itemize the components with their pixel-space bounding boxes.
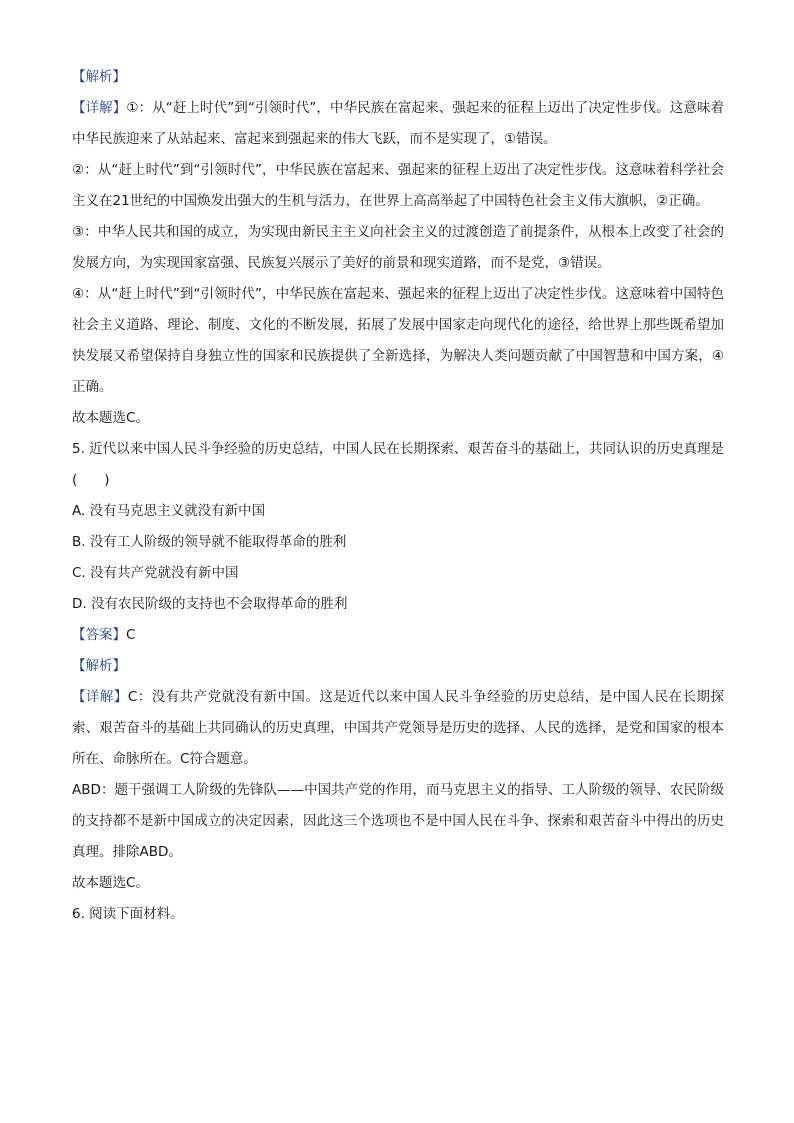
detail-text-2: C：没有共产党就没有新中国。这是近代以来中国人民斗争经验的历史总结，是中国人民在长期探索、艰苦奋斗的基础上共同确认的历史真理，中国共产党领导是历史的选择、人民的选择，是党和国家的根本所在、命脉所在。C符合题意。 [72, 689, 724, 767]
option-b: B. 没有工人阶级的领导就不能取得革命的胜利 [72, 534, 347, 550]
question-6-stem: 6. 阅读下面材料。 [72, 906, 184, 922]
analysis-heading [72, 62, 724, 93]
item-2-paragraph: ②：从“赶上时代”到“引领时代”，中华民族在富起来、强起来的征程上迈出了决定性步伐。这意味着科学社会主义在21世纪的中国焕发出强大的生机与活力，在世界上高高举起了中国特色社会主义伟大旗帜，②正确。 [72, 162, 724, 209]
detail-tag: 【详解】 [72, 100, 127, 116]
detail-text: ①：从“赶上时代”到“引领时代”，中华民族在富起来、强起来的征程上迈出了决定性步伐。这意味着中华民族迎来了从站起来、富起来到强起来的伟大飞跃，而不是实现了，①错误。 [72, 100, 725, 147]
abd-paragraph: ABD：题干强调工人阶级的先锋队——中国共产党的作用，而马克思主义的指导、工人阶级的领导、农民阶级的支持都不是新中国成立的决定因素，因此这三个选项也不是中国人民在斗争、探索和艰苦奋斗中得出的历史真理。排除ABD。 [72, 782, 724, 860]
answer-value: C [126, 627, 136, 643]
option-c: C. 没有共产党就没有新中国 [72, 565, 239, 581]
conclusion-1: 故本题选C。 [72, 410, 149, 426]
detail-tag-2: 【详解】 [72, 689, 128, 705]
answer-tag: 【答案】 [72, 627, 126, 643]
analysis-label-2: 【解析】 [72, 658, 126, 674]
detail-paragraph-2 [72, 682, 724, 775]
analysis-label: 【解析】 [72, 69, 126, 85]
analysis-heading-2 [72, 651, 724, 682]
conclusion-2: 故本题选C。 [72, 875, 149, 891]
question-5-stem: 5. 近代以来中国人民斗争经验的历史总结，中国人民在长期探索、艰苦奋斗的基础上，共同认识的历史真理是( ) [72, 441, 724, 488]
detail-paragraph-1 [72, 93, 724, 155]
option-a: A. 没有马克思主义就没有新中国 [72, 503, 266, 519]
option-d: D. 没有农民阶级的支持也不会取得革命的胜利 [72, 596, 348, 612]
item-3-paragraph: ③：中华人民共和国的成立，为实现由新民主主义向社会主义的过渡创造了前提条件，从根本上改变了社会的发展方向，为实现国家富强、民族复兴展示了美好的前景和现实道路，而不是党，③错误。 [72, 224, 724, 271]
answer-line [72, 620, 724, 651]
document-page [72, 62, 724, 930]
item-4-paragraph: ④：从“赶上时代”到“引领时代”，中华民族在富起来、强起来的征程上迈出了决定性步伐。这意味着中国特色社会主义道路、理论、制度、文化的不断发展，拓展了发展中国家走向现代化的途径，给世界上那些既希望加快发展又希望保持自身独立性的国家和民族提供了全新选择，为解决人类问题贡献了中国智慧和中国方案，④正确。 [72, 286, 724, 395]
